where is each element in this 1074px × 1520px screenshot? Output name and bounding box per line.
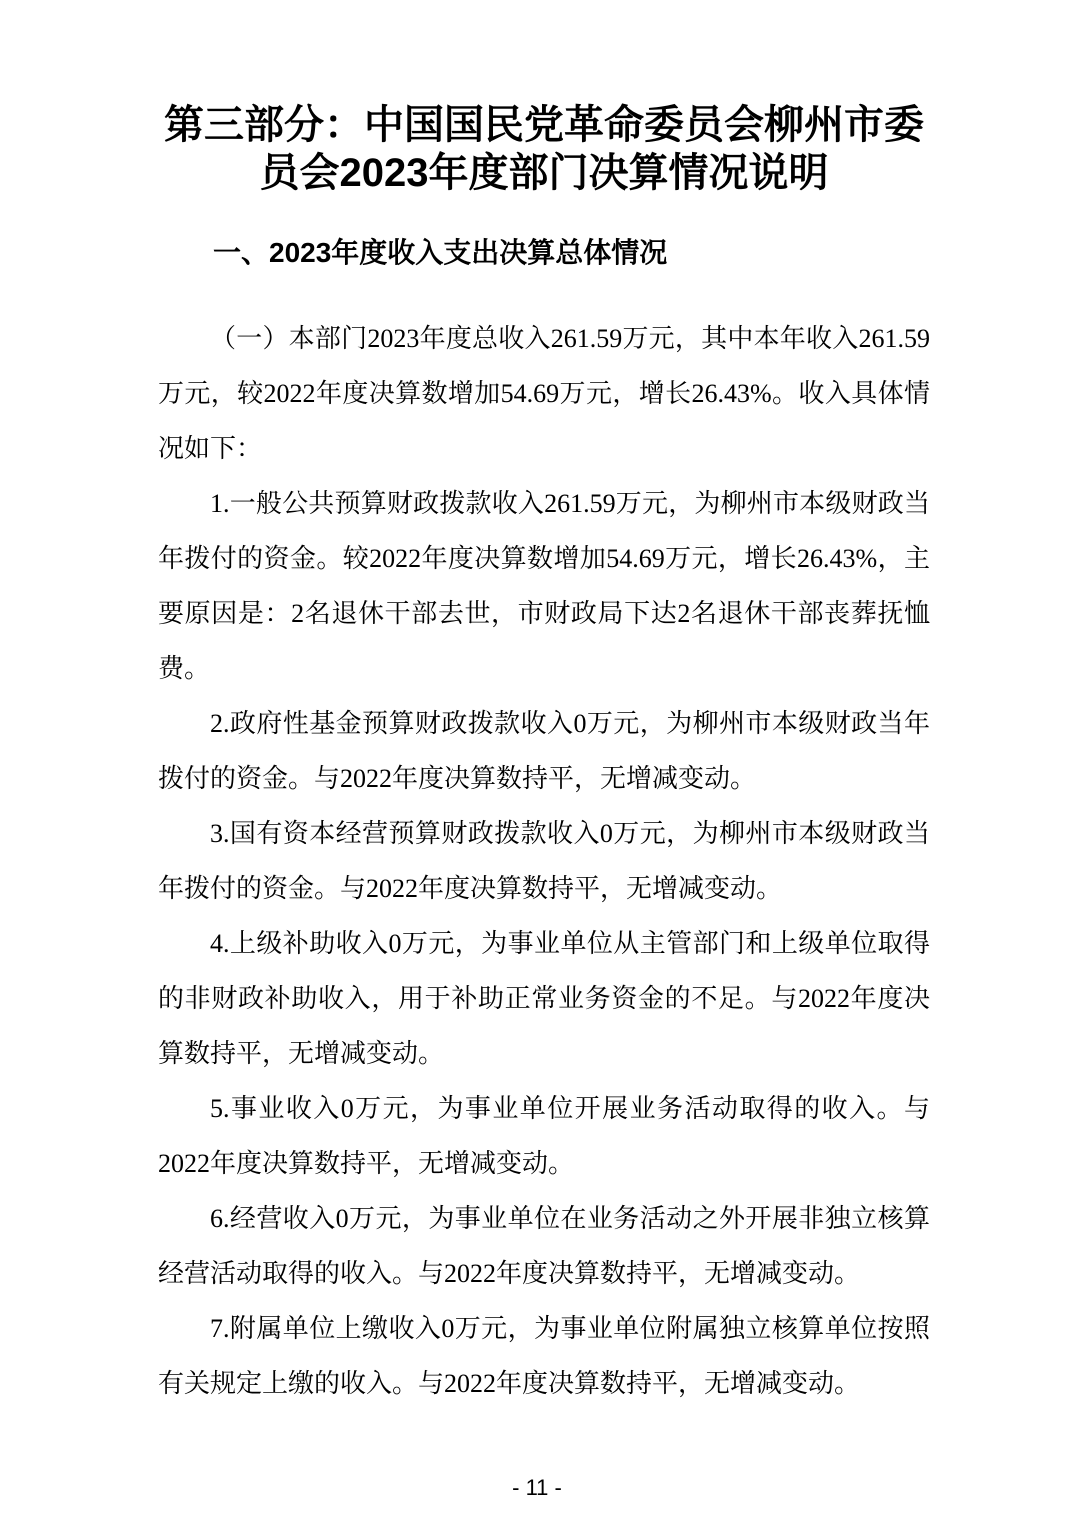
document-title — [151, 101, 937, 197]
document-title-line2: 员会2023年度部门决算情况说明 — [259, 151, 829, 195]
paragraph-state-capital-budget-income: 3.国有资本经营预算财政拨款收入0万元，为柳州市本级财政当年拨付的资金。与2022年度决算数持平，无增减变动。 — [158, 819, 930, 903]
paragraph-institutional-income: 5.事业收入0万元，为事业单位开展业务活动取得的收入。与2022年度决算数持平，无增减变动。 — [158, 1094, 930, 1178]
paragraph-operating-income: 6.经营收入0万元，为事业单位在业务活动之外开展非独立核算经营活动取得的收入。与2022年度决算数持平，无增减变动。 — [158, 1204, 930, 1288]
page-footer — [0, 1474, 1074, 1502]
paragraph-superior-subsidy-income: 4.上级补助收入0万元，为事业单位从主管部门和上级单位取得的非财政补助收入，用于补助正常业务资金的不足。与2022年度决算数持平，无增减变动。 — [158, 929, 930, 1068]
paragraph-general-public-budget-income: 1.一般公共预算财政拨款收入261.59万元，为柳州市本级财政当年拨付的资金。较2022年度决算数增加54.69万元，增长26.43%，主要原因是：2名退休干部去世，市财政局下达2名退休干部丧葬抚恤费。 — [158, 489, 930, 683]
page-number: - 11 - — [512, 1475, 562, 1500]
paragraph-government-fund-budget-income: 2.政府性基金预算财政拨款收入0万元，为柳州市本级财政当年拨付的资金。与2022年度决算数持平，无增减变动。 — [158, 709, 930, 793]
document-title-line1: 第三部分：中国国民党革命委员会柳州市委 — [164, 103, 924, 147]
paragraph-total-income-overview: （一）本部门2023年度总收入261.59万元，其中本年收入261.59万元，较2022年度决算数增加54.69万元，增长26.43%。收入具体情况如下： — [158, 324, 930, 463]
paragraph-affiliated-unit-remittance-income: 7.附属单位上缴收入0万元，为事业单位附属独立核算单位按照有关规定上缴的收入。与2022年度决算数持平，无增减变动。 — [158, 1314, 930, 1398]
section-heading-income-expenditure-overview: 一、2023年度收入支出决算总体情况 — [213, 237, 668, 268]
document-body — [158, 311, 930, 1411]
